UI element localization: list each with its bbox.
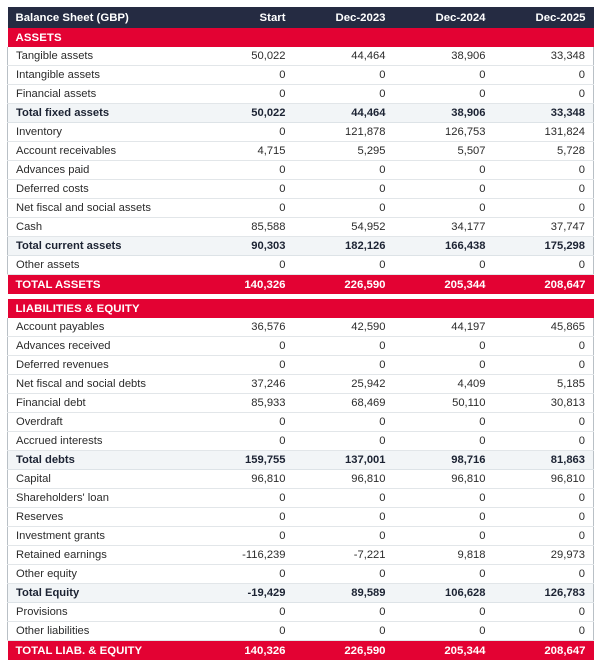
row-value-dec2024: 0	[394, 356, 494, 375]
row-value-dec2024: 0	[394, 85, 494, 104]
row-value-start: 0	[194, 123, 294, 142]
row-value-dec2025: 81,863	[494, 451, 594, 470]
row-value-start: 50,022	[194, 104, 294, 123]
row-value-dec2023: 96,810	[294, 470, 394, 489]
row-value-dec2025: 45,865	[494, 318, 594, 337]
table-row	[8, 622, 594, 641]
column-header-dec2023: Dec-2023	[294, 7, 394, 28]
row-value-dec2023: 0	[294, 527, 394, 546]
row-value-dec2024: 0	[394, 256, 494, 275]
row-value-start: 0	[194, 622, 294, 641]
row-value-dec2023: 25,942	[294, 375, 394, 394]
row-value-dec2023: 68,469	[294, 394, 394, 413]
table-header	[8, 7, 594, 28]
row-value-start: 85,933	[194, 394, 294, 413]
row-label: TOTAL ASSETS	[8, 275, 194, 295]
row-value-dec2025: 37,747	[494, 218, 594, 237]
column-header-start: Start	[194, 7, 294, 28]
row-value-start: 0	[194, 180, 294, 199]
row-value-dec2023: 0	[294, 356, 394, 375]
subtotal-row	[8, 237, 594, 256]
row-label: Total Equity	[8, 584, 194, 603]
row-label: Provisions	[8, 603, 194, 622]
table-body	[8, 28, 594, 660]
subtotal-row	[8, 584, 594, 603]
row-value-dec2025: 0	[494, 199, 594, 218]
table-row	[8, 489, 594, 508]
table-row	[8, 603, 594, 622]
row-value-start: 0	[194, 413, 294, 432]
row-value-dec2024: 0	[394, 180, 494, 199]
row-value-dec2024: 0	[394, 527, 494, 546]
row-value-start: 140,326	[194, 641, 294, 661]
row-value-dec2023: 226,590	[294, 275, 394, 295]
row-value-start: 36,576	[194, 318, 294, 337]
row-label: Other equity	[8, 565, 194, 584]
table-row	[8, 470, 594, 489]
row-value-dec2025: 29,973	[494, 546, 594, 565]
row-value-dec2025: 0	[494, 180, 594, 199]
row-label: Financial debt	[8, 394, 194, 413]
row-value-dec2023: 44,464	[294, 104, 394, 123]
row-value-dec2023: 54,952	[294, 218, 394, 237]
row-value-dec2025: 0	[494, 508, 594, 527]
row-label: Shareholders' loan	[8, 489, 194, 508]
row-value-dec2024: 50,110	[394, 394, 494, 413]
row-value-dec2023: 137,001	[294, 451, 394, 470]
row-value-start: 0	[194, 161, 294, 180]
row-value-dec2024: 0	[394, 565, 494, 584]
row-label: Investment grants	[8, 527, 194, 546]
row-value-start: 0	[194, 603, 294, 622]
row-value-dec2023: 89,589	[294, 584, 394, 603]
row-value-dec2024: 38,906	[394, 104, 494, 123]
row-value-dec2023: 0	[294, 413, 394, 432]
row-value-dec2024: 0	[394, 622, 494, 641]
row-value-dec2024: 44,197	[394, 318, 494, 337]
row-value-dec2025: 0	[494, 527, 594, 546]
row-value-start: 0	[194, 199, 294, 218]
row-label: Advances paid	[8, 161, 194, 180]
row-label: TOTAL LIAB. & EQUITY	[8, 641, 194, 661]
row-value-dec2025: 208,647	[494, 641, 594, 661]
balance-sheet-table	[7, 7, 594, 660]
column-header-dec2024: Dec-2024	[394, 7, 494, 28]
subtotal-row	[8, 104, 594, 123]
row-label: Overdraft	[8, 413, 194, 432]
row-value-dec2024: 205,344	[394, 275, 494, 295]
row-value-start: 50,022	[194, 47, 294, 66]
row-value-start: 0	[194, 256, 294, 275]
row-value-dec2023: 0	[294, 256, 394, 275]
table-row	[8, 180, 594, 199]
row-label: Reserves	[8, 508, 194, 527]
row-label: Deferred revenues	[8, 356, 194, 375]
row-value-dec2024: 96,810	[394, 470, 494, 489]
row-value-dec2023: 42,590	[294, 318, 394, 337]
row-value-dec2024: 38,906	[394, 47, 494, 66]
row-value-dec2024: 0	[394, 413, 494, 432]
table-row	[8, 375, 594, 394]
table-row	[8, 394, 594, 413]
row-label: Cash	[8, 218, 194, 237]
row-value-start: 0	[194, 66, 294, 85]
row-value-dec2023: 0	[294, 565, 394, 584]
row-value-dec2025: 131,824	[494, 123, 594, 142]
row-label: Net fiscal and social assets	[8, 199, 194, 218]
table-row	[8, 527, 594, 546]
row-value-dec2023: 182,126	[294, 237, 394, 256]
row-value-dec2023: 5,295	[294, 142, 394, 161]
row-value-dec2025: 175,298	[494, 237, 594, 256]
row-value-dec2024: 0	[394, 337, 494, 356]
table-row	[8, 337, 594, 356]
row-value-dec2025: 126,783	[494, 584, 594, 603]
row-value-dec2024: 106,628	[394, 584, 494, 603]
row-value-start: 0	[194, 85, 294, 104]
table-row	[8, 66, 594, 85]
row-value-dec2025: 33,348	[494, 47, 594, 66]
row-value-start: 0	[194, 432, 294, 451]
row-value-start: 0	[194, 489, 294, 508]
table-row	[8, 123, 594, 142]
table-row	[8, 356, 594, 375]
row-value-dec2023: 0	[294, 161, 394, 180]
row-value-dec2025: 0	[494, 622, 594, 641]
row-value-dec2024: 166,438	[394, 237, 494, 256]
table-row	[8, 256, 594, 275]
row-label: Net fiscal and social debts	[8, 375, 194, 394]
row-value-dec2024: 9,818	[394, 546, 494, 565]
row-value-dec2024: 5,507	[394, 142, 494, 161]
row-value-dec2023: 0	[294, 337, 394, 356]
row-value-start: 96,810	[194, 470, 294, 489]
row-value-start: 0	[194, 356, 294, 375]
row-value-start: 140,326	[194, 275, 294, 295]
table-row	[8, 142, 594, 161]
row-value-dec2023: 0	[294, 603, 394, 622]
row-value-start: 0	[194, 527, 294, 546]
table-row	[8, 318, 594, 337]
row-label: Deferred costs	[8, 180, 194, 199]
row-value-dec2025: 0	[494, 66, 594, 85]
row-value-start: 37,246	[194, 375, 294, 394]
row-label: Account payables	[8, 318, 194, 337]
table-row	[8, 546, 594, 565]
row-value-dec2023: 0	[294, 85, 394, 104]
row-label: Retained earnings	[8, 546, 194, 565]
table-row	[8, 432, 594, 451]
row-value-start: 0	[194, 508, 294, 527]
section-band-assets	[8, 28, 594, 47]
table-row	[8, 508, 594, 527]
row-label: Advances received	[8, 337, 194, 356]
row-label: Total debts	[8, 451, 194, 470]
row-value-dec2025: 33,348	[494, 104, 594, 123]
table-row	[8, 413, 594, 432]
column-header-title: Balance Sheet (GBP)	[8, 7, 194, 28]
row-value-dec2023: 0	[294, 622, 394, 641]
row-value-dec2025: 0	[494, 337, 594, 356]
row-label: Account receivables	[8, 142, 194, 161]
column-header-row	[8, 7, 594, 28]
row-value-start: 159,755	[194, 451, 294, 470]
table-row	[8, 218, 594, 237]
row-value-dec2025: 96,810	[494, 470, 594, 489]
column-header-dec2025: Dec-2025	[494, 7, 594, 28]
grand-total-row	[8, 275, 594, 295]
row-label: Total fixed assets	[8, 104, 194, 123]
row-value-dec2024: 126,753	[394, 123, 494, 142]
row-value-dec2024: 0	[394, 432, 494, 451]
row-value-dec2025: 0	[494, 256, 594, 275]
row-label: Tangible assets	[8, 47, 194, 66]
table-row	[8, 47, 594, 66]
row-value-dec2023: 226,590	[294, 641, 394, 661]
row-value-dec2025: 0	[494, 565, 594, 584]
row-value-dec2025: 0	[494, 603, 594, 622]
row-value-start: 0	[194, 337, 294, 356]
row-value-dec2024: 0	[394, 199, 494, 218]
row-value-dec2023: 121,878	[294, 123, 394, 142]
row-value-start: -19,429	[194, 584, 294, 603]
row-label: Other assets	[8, 256, 194, 275]
row-value-dec2025: 0	[494, 356, 594, 375]
row-value-dec2023: 0	[294, 199, 394, 218]
row-value-dec2024: 98,716	[394, 451, 494, 470]
row-label: Capital	[8, 470, 194, 489]
row-value-dec2023: 0	[294, 66, 394, 85]
row-value-dec2023: -7,221	[294, 546, 394, 565]
row-value-dec2024: 34,177	[394, 218, 494, 237]
row-value-dec2024: 0	[394, 161, 494, 180]
row-value-dec2025: 5,728	[494, 142, 594, 161]
row-value-start: 85,588	[194, 218, 294, 237]
section-band-label: ASSETS	[8, 28, 594, 47]
row-label: Other liabilities	[8, 622, 194, 641]
row-value-dec2024: 0	[394, 603, 494, 622]
row-value-start: 4,715	[194, 142, 294, 161]
row-value-dec2025: 5,185	[494, 375, 594, 394]
section-band-liabilities-equity	[8, 299, 594, 318]
grand-total-row	[8, 641, 594, 661]
row-value-dec2024: 0	[394, 508, 494, 527]
row-value-dec2025: 30,813	[494, 394, 594, 413]
row-value-start: -116,239	[194, 546, 294, 565]
row-value-dec2024: 0	[394, 489, 494, 508]
section-band-label: LIABILITIES & EQUITY	[8, 299, 594, 318]
row-value-dec2024: 4,409	[394, 375, 494, 394]
row-value-dec2025: 0	[494, 489, 594, 508]
table-row	[8, 565, 594, 584]
row-value-dec2025: 0	[494, 85, 594, 104]
table-row	[8, 161, 594, 180]
row-value-start: 0	[194, 565, 294, 584]
row-value-dec2025: 0	[494, 161, 594, 180]
row-label: Intangible assets	[8, 66, 194, 85]
row-value-dec2023: 0	[294, 508, 394, 527]
row-value-dec2024: 205,344	[394, 641, 494, 661]
row-label: Accrued interests	[8, 432, 194, 451]
row-value-dec2025: 0	[494, 413, 594, 432]
table-row	[8, 199, 594, 218]
table-row	[8, 85, 594, 104]
row-value-dec2023: 0	[294, 432, 394, 451]
row-value-dec2024: 0	[394, 66, 494, 85]
row-value-dec2023: 0	[294, 489, 394, 508]
row-label: Inventory	[8, 123, 194, 142]
row-value-dec2025: 208,647	[494, 275, 594, 295]
row-value-dec2023: 44,464	[294, 47, 394, 66]
row-label: Total current assets	[8, 237, 194, 256]
row-value-dec2025: 0	[494, 432, 594, 451]
subtotal-row	[8, 451, 594, 470]
row-value-start: 90,303	[194, 237, 294, 256]
row-value-dec2023: 0	[294, 180, 394, 199]
row-label: Financial assets	[8, 85, 194, 104]
